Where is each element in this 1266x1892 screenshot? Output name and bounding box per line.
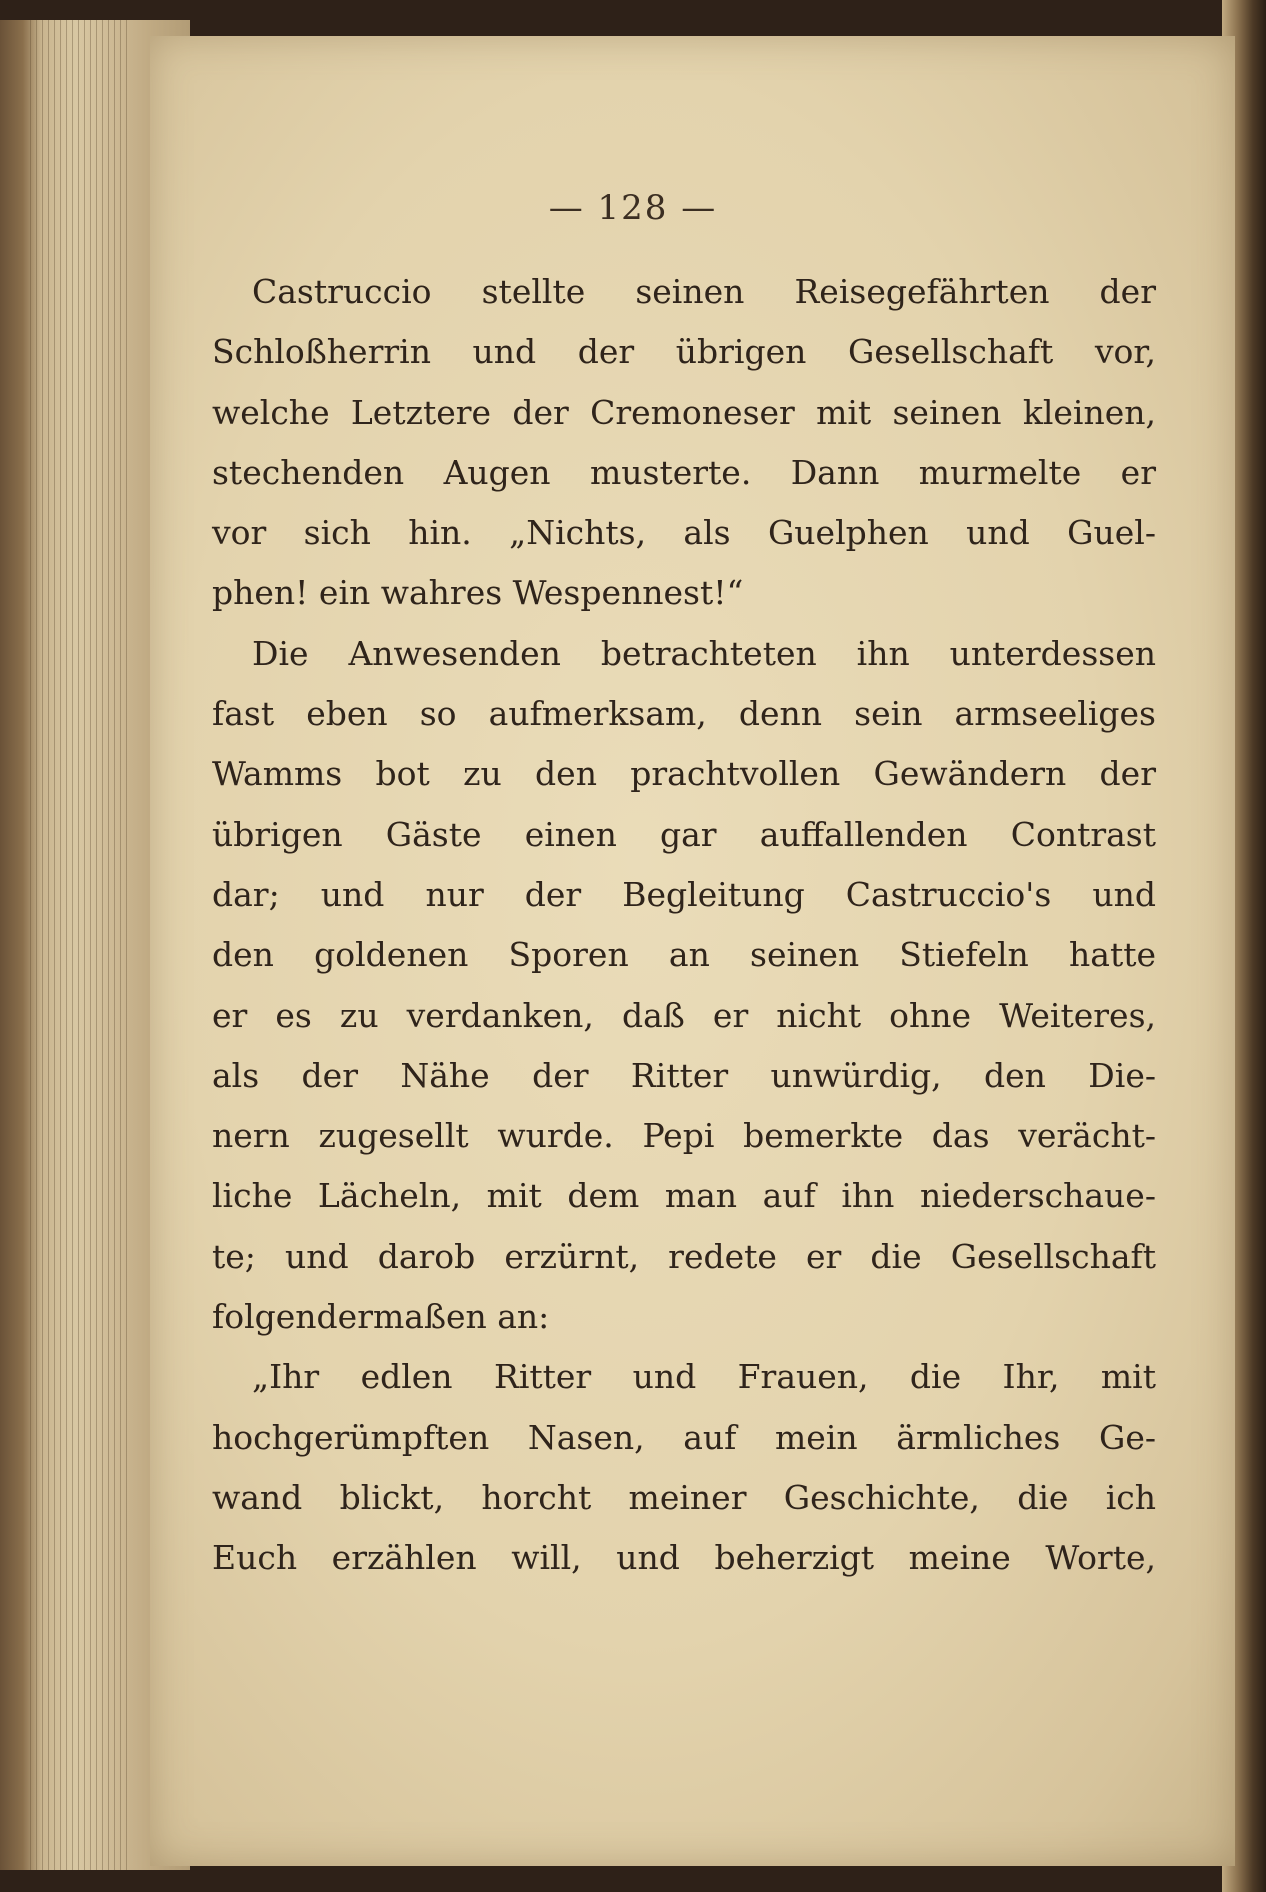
text-line: den goldenen Sporen an seinen Stiefeln hatte (212, 935, 1156, 975)
text-line: wand blickt, horcht meiner Geschichte, die ich (212, 1477, 1156, 1517)
text-line: Schloßherrin und der übrigen Gesellschaft vor, (212, 332, 1156, 372)
text-line: Castruccio stellte seinen Reisegefährten der (252, 272, 1156, 311)
text-line: hochgerümpften Nasen, auf mein ärmliches Ge- (212, 1417, 1156, 1457)
text-line: liche Lächeln, mit dem man auf ihn niederschaue- (212, 1176, 1156, 1216)
text-line: dar; und nur der Begleitung Castruccio's und (212, 874, 1156, 914)
text-line: er es zu verdanken, daß er nicht ohne Weiteres, (212, 995, 1156, 1035)
text-line: vor sich hin. „Nichts, als Guelphen und Guel- (212, 513, 1156, 553)
text-line: stechenden Augen musterte. Dann murmelte er (212, 452, 1156, 492)
page-number: — 128 — (548, 188, 718, 228)
text-line: Wamms bot zu den prachtvollen Gewändern der (212, 754, 1156, 794)
text-line: nern zugesellt wurde. Pepi bemerkte das verächt- (212, 1116, 1156, 1156)
text-line: Die Anwesenden betrachteten ihn unterdessen (252, 633, 1156, 673)
text-line: Euch erzählen will, und beherzigt meine Worte, (212, 1538, 1156, 1578)
text-line: te; und darob erzürnt, redete er die Gesellschaft (212, 1236, 1156, 1276)
text-line: „Ihr edlen Ritter und Frauen, die Ihr, mit (252, 1357, 1156, 1397)
text-line: fast eben so aufmerksam, denn sein armseeliges (212, 694, 1156, 734)
text-line: als der Nähe der Ritter unwürdig, den Die- (212, 1055, 1156, 1095)
text-line: welche Letztere der Cremoneser mit seinen kleinen, (212, 392, 1156, 432)
text-line: übrigen Gäste einen gar auffallenden Contrast (212, 814, 1156, 854)
text-line: phen! ein wahres Wespennest!“ (212, 573, 744, 613)
text-line: folgendermaßen an: (212, 1297, 550, 1337)
body-text (212, 262, 1156, 1589)
